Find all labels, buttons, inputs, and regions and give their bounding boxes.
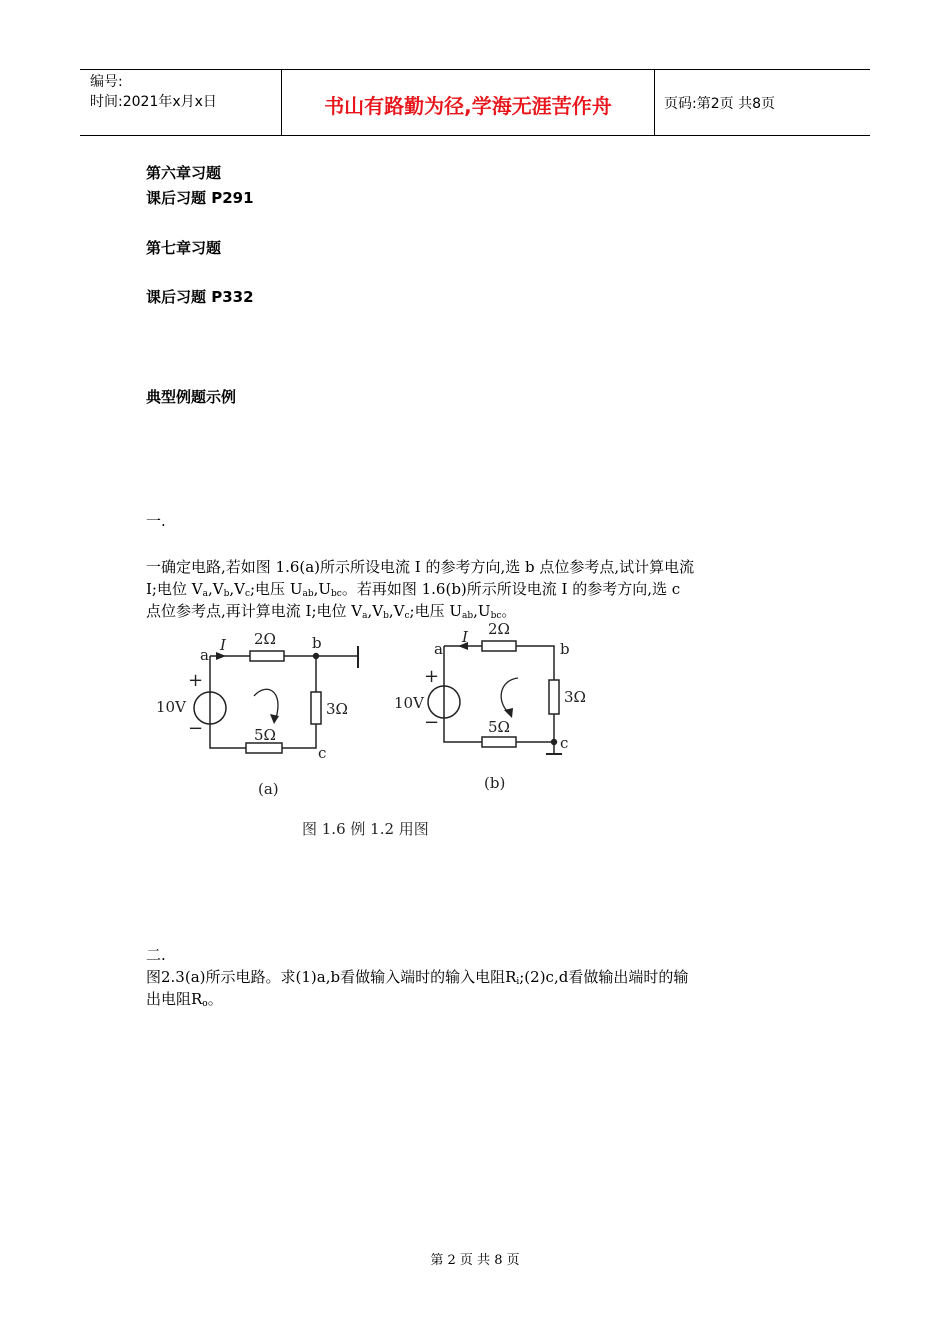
problem1-line1: 一确定电路,若如图 1.6(a)所示所设电流 I 的参考方向,选 b 点位参考点,试计算电流 [146,558,695,576]
problem1-text [146,556,816,622]
loop-arrow-icon [254,689,278,718]
page-footer: 第 2 页 共 8 页 [430,1253,520,1268]
header-top-border [80,69,870,70]
circuit-b [428,641,562,754]
r5-label: 5Ω [254,726,276,744]
chapter7-title: 第七章习题 [146,239,222,257]
circuit-figure [146,614,632,864]
r2-label-b: 2Ω [488,620,510,638]
problem1-line2: I;电位 $V_a,V_b,V_c$;电压 $U_{ab},U_{bc}$。若再如图 1.6(b)所示所设电流 I 的参考方向,选 c [146,580,681,599]
node-dot-c [552,740,557,745]
node-label-c: c [318,744,327,762]
problem2-line2: 出电阻$R_o$。 [146,990,223,1009]
node-label-c-b: c [560,734,569,752]
minus-label: − [188,718,204,739]
problem2-text [146,966,816,1010]
resistor-5-ohm [246,743,282,753]
node-label-b: b [312,634,322,652]
figure-caption: 图 1.6 例 1.2 用图 [302,820,429,838]
header-meta [90,72,217,112]
node-dot-b [314,654,319,659]
examples-title: 典型例题示例 [146,388,237,406]
problem1-line3: 点位参考点,再计算电流 I;电位 $V_a,V_b,V_c$;电压 $U_{ab},U_{bc}$。 [146,602,517,621]
chapter6-title: 第六章习题 [146,164,222,182]
problem1-number: 一. [146,512,166,530]
r5-label-b: 5Ω [488,718,510,736]
node-label-a-b: a [434,640,443,658]
loop-arrow-b-icon [501,678,518,712]
r2-label: 2Ω [254,630,276,648]
chapter7-exercise: 课后习题 P332 [146,288,254,306]
resistor-5-ohm-b [482,737,516,747]
problem2-number: 二. [146,946,166,964]
resistor-3-ohm [311,692,321,724]
resistor-2-ohm [250,651,284,661]
plus-label-b: + [424,666,440,687]
current-label-b: I [462,628,468,646]
source-label: 10V [156,698,186,716]
node-label-b-b: b [560,640,570,658]
current-label: I [220,636,226,654]
source-label-b: 10V [394,694,424,712]
header-bottom-border [80,135,870,136]
number-label: 编号: [90,74,123,90]
resistor-2-ohm-b [482,641,516,651]
chapter6-exercise: 课后习题 P291 [146,189,254,207]
label-a: (a) [258,780,279,798]
page-info: 页码:第2页 共8页 [664,96,775,112]
plus-label: + [188,670,204,691]
time-label: 时间:2021年x月x日 [90,94,217,110]
r3-label-b: 3Ω [564,688,586,706]
minus-label-b: − [424,712,440,733]
node-label-a: a [200,646,209,664]
problem2-line1: 图2.3(a)所示电路。求(1)a,b看做输入端时的输入电阻$R_i;(2)c,d$看做输出端时的输 [146,968,689,987]
r3-label: 3Ω [326,700,348,718]
motto: 书山有路勤为径,学海无涯苦作舟 [324,94,612,118]
resistor-3-ohm-b [549,680,559,714]
header-divider-2 [654,69,655,136]
label-b: (b) [484,774,506,792]
